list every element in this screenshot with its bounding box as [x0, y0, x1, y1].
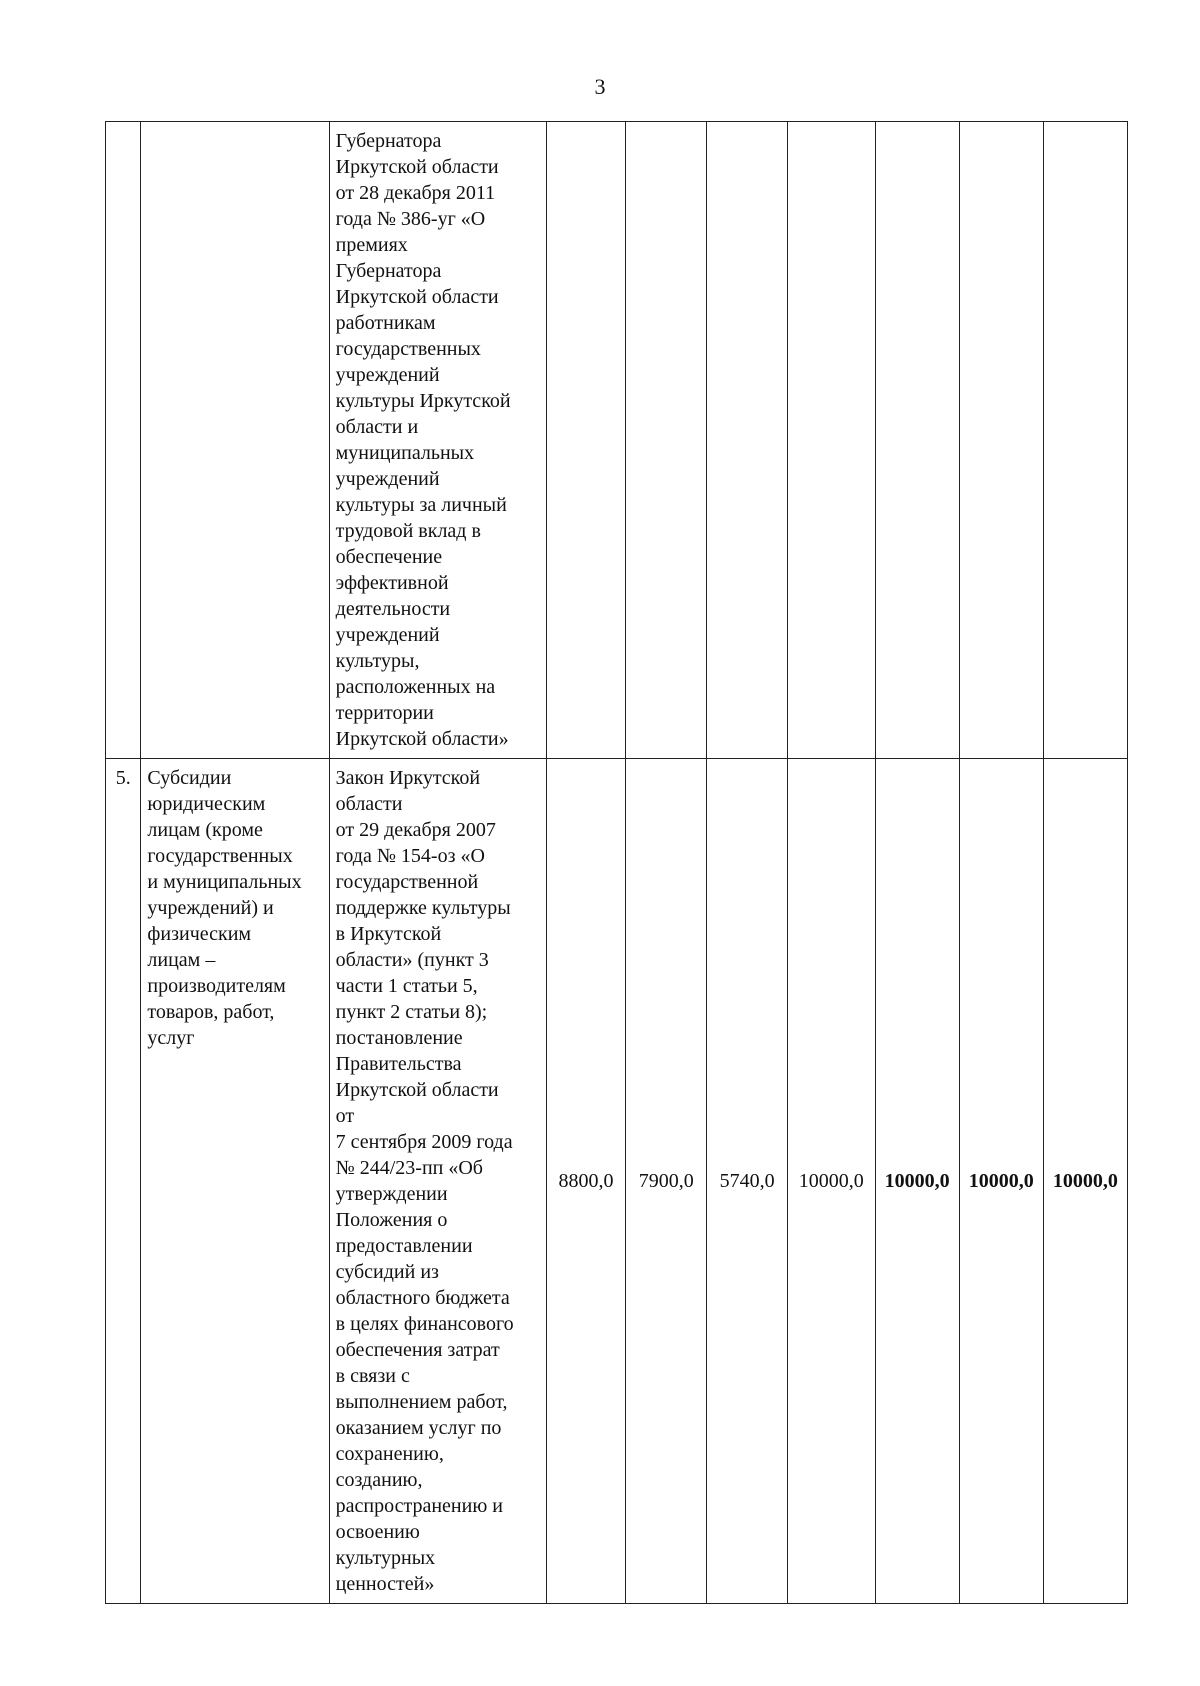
- table-row: [106, 122, 1128, 759]
- table-row: [106, 759, 1128, 1604]
- value-cell: 8800,0: [546, 759, 626, 1604]
- row-legal-basis-text: Закон Иркутской области от 29 декабря 2007 года № 154-оз «О государственной поддержке культуры в Иркутской области» (пункт 3 части 1 статьи 5, пункт 2 статьи 8); постановление Правительства Иркутской области от 7 сентября 2009 года № 244/23-пп «Об утверждении Положения о предоставлении субсидий из областного бюджета в целях финансового обеспечения затрат в связи с выполнением работ, оказанием услуг по сохранению, созданию, распространению и освоению культурных ценностей»: [335, 767, 514, 1595]
- row-legal-basis: [329, 122, 546, 759]
- row-name: [141, 122, 329, 759]
- value-cell: [875, 122, 959, 759]
- row-number: [106, 122, 141, 759]
- value-cell: 10000,0: [1043, 759, 1127, 1604]
- value-cell: [707, 122, 788, 759]
- value-cell: [626, 122, 707, 759]
- value-cell: [788, 122, 875, 759]
- row-name-text: Субсидии юридическим лицам (кроме государственных и муниципальных учреждений) и физическим лицам – производителям товаров, работ, услуг: [147, 767, 302, 1049]
- value-cell: 10000,0: [788, 759, 875, 1604]
- row-legal-basis-text: Губернатора Иркутской области от 28 декабря 2011 года № 386-уг «О премиях Губернатора Иркутской области работникам государственных учреждений культуры Иркутской области и муниципальных учреждений культуры за личный трудовой вклад в обеспечение эффективной деятельности учреждений культуры, расположенных на территории Иркутской области»: [335, 130, 511, 750]
- value-cell: [959, 122, 1043, 759]
- value-cell: 10000,0: [959, 759, 1043, 1604]
- row-legal-basis: [329, 759, 546, 1604]
- value-cell: 7900,0: [626, 759, 707, 1604]
- row-number: 5.: [106, 759, 141, 1604]
- value-cell: 10000,0: [875, 759, 959, 1604]
- value-cell: [546, 122, 626, 759]
- value-cell: 5740,0: [707, 759, 788, 1604]
- page-number: 3: [594, 74, 606, 99]
- row-name: [141, 759, 329, 1604]
- budget-table: [105, 121, 1128, 1604]
- value-cell: [1043, 122, 1127, 759]
